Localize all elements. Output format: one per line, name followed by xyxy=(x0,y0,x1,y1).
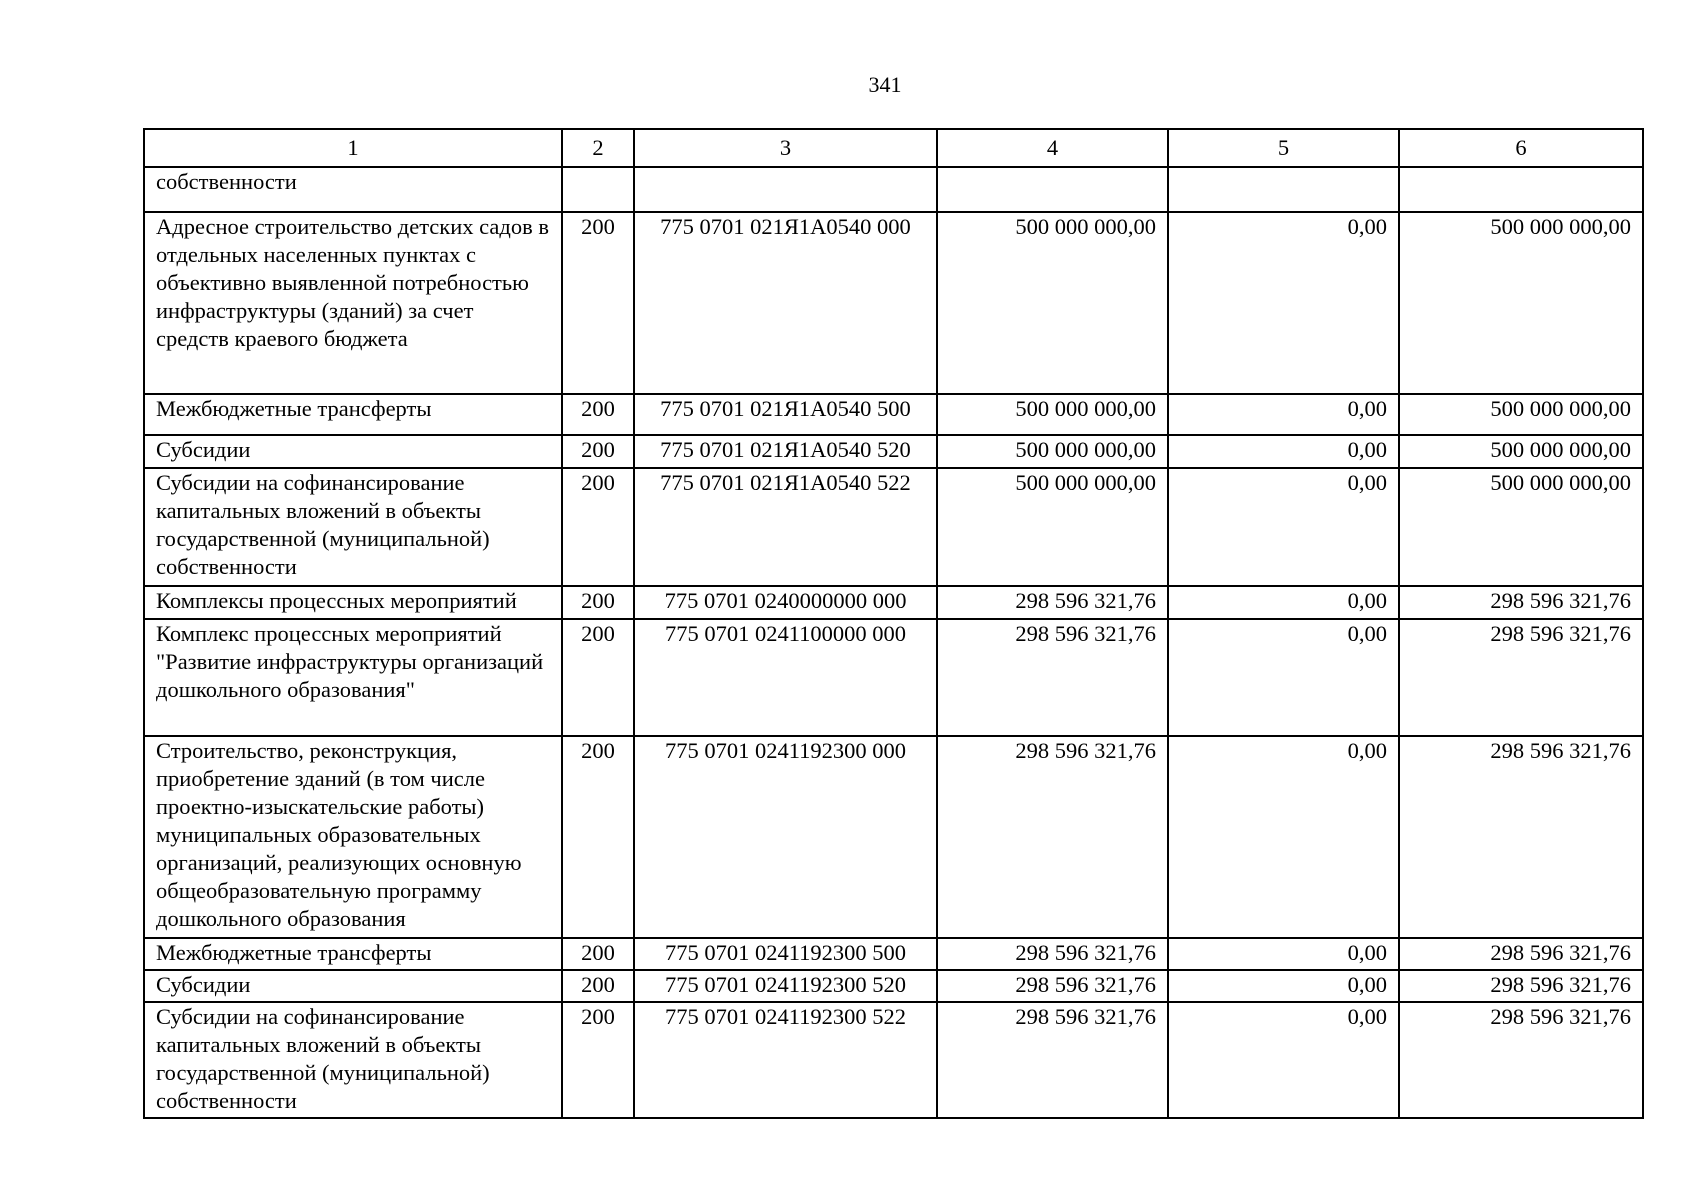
row-amount-6: 298 596 321,76 xyxy=(1399,619,1643,736)
row-amount-4: 298 596 321,76 xyxy=(937,736,1168,938)
row-amount-6: 298 596 321,76 xyxy=(1399,586,1643,619)
row-name: Межбюджетные трансферты xyxy=(144,394,562,435)
table-row xyxy=(144,619,1643,736)
row-code: 200 xyxy=(562,970,634,1002)
row-amount-6: 500 000 000,00 xyxy=(1399,212,1643,394)
row-amount-4: 298 596 321,76 xyxy=(937,619,1168,736)
page-number: 341 xyxy=(868,72,902,97)
row-amount-5: 0,00 xyxy=(1168,970,1399,1002)
table-header-row xyxy=(144,129,1643,167)
row-amount-4: 298 596 321,76 xyxy=(937,970,1168,1002)
row-code: 200 xyxy=(562,435,634,468)
row-name: собственности xyxy=(144,167,562,212)
column-header: 5 xyxy=(1168,129,1399,167)
column-header: 4 xyxy=(937,129,1168,167)
row-amount-4: 298 596 321,76 xyxy=(937,1002,1168,1118)
row-classification: 775 0701 0241192300 500 xyxy=(634,938,937,970)
row-amount-6: 298 596 321,76 xyxy=(1399,938,1643,970)
row-amount-6: 500 000 000,00 xyxy=(1399,468,1643,586)
row-amount-5: 0,00 xyxy=(1168,212,1399,394)
row-classification: 775 0701 0241192300 522 xyxy=(634,1002,937,1118)
row-code: 200 xyxy=(562,212,634,394)
row-classification: 775 0701 021Я1А0540 520 xyxy=(634,435,937,468)
row-amount-4: 298 596 321,76 xyxy=(937,586,1168,619)
table-row xyxy=(144,736,1643,938)
row-name: Субсидии на софинансирование капитальных вложений в объекты государственной (муниципальной) собственности xyxy=(144,1002,562,1118)
row-code: 200 xyxy=(562,938,634,970)
column-header: 1 xyxy=(144,129,562,167)
row-amount-4: 500 000 000,00 xyxy=(937,435,1168,468)
budget-table xyxy=(143,128,1644,1119)
table-row xyxy=(144,586,1643,619)
row-name: Субсидии xyxy=(144,435,562,468)
row-amount-5: 0,00 xyxy=(1168,586,1399,619)
row-code: 200 xyxy=(562,468,634,586)
row-classification: 775 0701 0241192300 520 xyxy=(634,970,937,1002)
table-row xyxy=(144,435,1643,468)
row-amount-4: 500 000 000,00 xyxy=(937,394,1168,435)
row-amount-6: 500 000 000,00 xyxy=(1399,394,1643,435)
row-name: Субсидии на софинансирование капитальных вложений в объекты государственной (муниципальной) собственности xyxy=(144,468,562,586)
row-code: 200 xyxy=(562,394,634,435)
table-row xyxy=(144,970,1643,1002)
row-amount-6: 298 596 321,76 xyxy=(1399,970,1643,1002)
row-name: Строительство, реконструкция, приобретение зданий (в том числе проектно-изыскательские работы) муниципальных образовательных организаций, реализующих основную общеобразовательную программу дошкольного образования xyxy=(144,736,562,938)
row-name: Комплекс процессных мероприятий "Развитие инфраструктуры организаций дошкольного образования" xyxy=(144,619,562,736)
table-row xyxy=(144,394,1643,435)
row-amount-4: 298 596 321,76 xyxy=(937,938,1168,970)
row-amount-6: 500 000 000,00 xyxy=(1399,435,1643,468)
row-code xyxy=(562,167,634,212)
row-name: Субсидии xyxy=(144,970,562,1002)
row-amount-5: 0,00 xyxy=(1168,938,1399,970)
row-name: Адресное строительство детских садов в отдельных населенных пунктах с объективно выявленной потребностью инфраструктуры (зданий) за счет средств краевого бюджета xyxy=(144,212,562,394)
row-classification xyxy=(634,167,937,212)
row-classification: 775 0701 0241100000 000 xyxy=(634,619,937,736)
row-amount-6 xyxy=(1399,167,1643,212)
table-row xyxy=(144,212,1643,394)
row-classification: 775 0701 021Я1А0540 500 xyxy=(634,394,937,435)
row-amount-4: 500 000 000,00 xyxy=(937,468,1168,586)
row-amount-4: 500 000 000,00 xyxy=(937,212,1168,394)
row-code: 200 xyxy=(562,1002,634,1118)
table-row xyxy=(144,468,1643,586)
column-header: 2 xyxy=(562,129,634,167)
column-header: 3 xyxy=(634,129,937,167)
row-classification: 775 0701 021Я1А0540 000 xyxy=(634,212,937,394)
table-row xyxy=(144,938,1643,970)
row-amount-5: 0,00 xyxy=(1168,736,1399,938)
table-row xyxy=(144,167,1643,212)
row-name: Межбюджетные трансферты xyxy=(144,938,562,970)
row-amount-5: 0,00 xyxy=(1168,619,1399,736)
column-header: 6 xyxy=(1399,129,1643,167)
row-name: Комплексы процессных мероприятий xyxy=(144,586,562,619)
row-amount-5: 0,00 xyxy=(1168,435,1399,468)
row-amount-5: 0,00 xyxy=(1168,1002,1399,1118)
row-amount-5 xyxy=(1168,167,1399,212)
row-amount-4 xyxy=(937,167,1168,212)
row-amount-5: 0,00 xyxy=(1168,468,1399,586)
table-row xyxy=(144,1002,1643,1118)
row-amount-6: 298 596 321,76 xyxy=(1399,1002,1643,1118)
row-code: 200 xyxy=(562,586,634,619)
row-code: 200 xyxy=(562,619,634,736)
row-classification: 775 0701 0240000000 000 xyxy=(634,586,937,619)
row-classification: 775 0701 021Я1А0540 522 xyxy=(634,468,937,586)
row-classification: 775 0701 0241192300 000 xyxy=(634,736,937,938)
row-amount-6: 298 596 321,76 xyxy=(1399,736,1643,938)
row-code: 200 xyxy=(562,736,634,938)
row-amount-5: 0,00 xyxy=(1168,394,1399,435)
